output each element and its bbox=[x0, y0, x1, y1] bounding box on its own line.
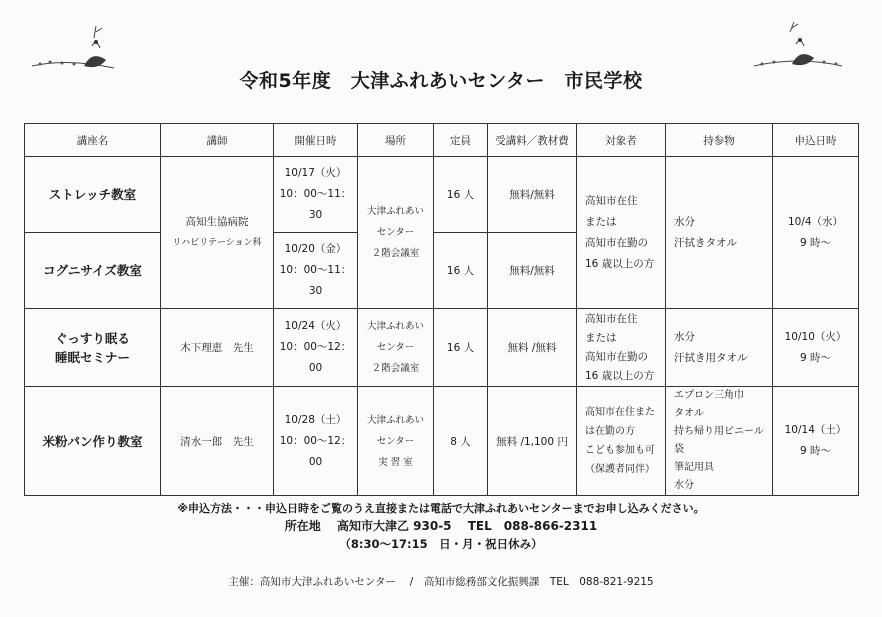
apply-cell: 10/4（水） 9 時～ bbox=[773, 157, 859, 309]
date-cell: 10/17（火） 10：00～11：30 bbox=[274, 157, 358, 233]
header-apply: 申込日時 bbox=[773, 124, 859, 157]
date-cell: 10/28（土） 10：00～12：00 bbox=[274, 387, 358, 496]
table-row bbox=[25, 309, 859, 387]
header-place: 場所 bbox=[358, 124, 434, 157]
capacity-cell: 8 人 bbox=[434, 387, 488, 496]
items-cell: 水分 汗拭きタオル bbox=[666, 157, 773, 309]
capacity-cell: 16 人 bbox=[434, 157, 488, 233]
course-name: ストレッチ教室 bbox=[25, 157, 161, 233]
header-items: 持参物 bbox=[666, 124, 773, 157]
hours-line: （8:30～17:15 日・月・祝日休み） bbox=[339, 537, 543, 551]
table-row bbox=[25, 387, 859, 496]
organizer-footer: 主催：高知市大津ふれあいセンター / 高知市総務部文化振興課 TEL 088-821-9215 bbox=[228, 576, 654, 588]
header-fee: 受講料／教材費 bbox=[488, 124, 577, 157]
place-cell: 大津ふれあい センター 実 習 室 bbox=[358, 387, 434, 496]
header-instructor: 講師 bbox=[161, 124, 274, 157]
address-line: 所在地 高知市大津乙 930-5 TEL 088-866-2311 bbox=[284, 519, 598, 533]
header-capacity: 定員 bbox=[434, 124, 488, 157]
header-date: 開催日時 bbox=[274, 124, 358, 157]
capacity-cell: 16 人 bbox=[434, 233, 488, 309]
course-name: コグニサイズ教室 bbox=[25, 233, 161, 309]
fee-cell: 無料 /無料 bbox=[488, 309, 577, 387]
page-title: 令和5年度 大津ふれあいセンター 市民学校 bbox=[239, 70, 643, 92]
instructor-cell: 清水一郎 先生 bbox=[161, 387, 274, 496]
table-header-row bbox=[25, 124, 859, 157]
target-cell: 高知市在住また は在勤の方 こども参加も可 （保護者同伴） bbox=[577, 387, 666, 496]
date-cell: 10/20（金） 10：00～11：30 bbox=[274, 233, 358, 309]
header-target: 対象者 bbox=[577, 124, 666, 157]
table-row bbox=[25, 157, 859, 233]
course-name: ぐっすり眠る 睡眠セミナー bbox=[25, 309, 161, 387]
place-cell: 大津ふれあい センター ２階会議室 bbox=[358, 309, 434, 387]
header-course: 講座名 bbox=[25, 124, 161, 157]
fee-cell: 無料/無料 bbox=[488, 157, 577, 233]
fee-cell: 無料 /1,100 円 bbox=[488, 387, 577, 496]
application-method: ※申込方法・・・申込日時をご覧のうえ直接または電話で大津ふれあいセンターまでお申し込みください。 bbox=[177, 502, 705, 515]
target-cell: 高知市在住 または 高知市在勤の 16 歳以上の方 bbox=[577, 309, 666, 387]
target-cell: 高知市在住 または 高知市在勤の 16 歳以上の方 bbox=[577, 157, 666, 309]
course-name: 米粉パン作り教室 bbox=[25, 387, 161, 496]
capacity-cell: 16 人 bbox=[434, 309, 488, 387]
date-cell: 10/24（火） 10：00～12：00 bbox=[274, 309, 358, 387]
apply-cell: 10/14（土） 9 時～ bbox=[773, 387, 859, 496]
items-cell: 水分 汗拭き用タオル bbox=[666, 309, 773, 387]
instructor-cell: 高知生協病院 リハビリテーション科 bbox=[161, 157, 274, 309]
place-cell: 大津ふれあい センター ２階会議室 bbox=[358, 157, 434, 309]
course-table bbox=[24, 123, 859, 496]
apply-cell: 10/10（火） 9 時～ bbox=[773, 309, 859, 387]
items-cell: エプロン三角巾 タオル 持ち帰り用ビニール袋 筆記用具 水分 bbox=[666, 387, 773, 496]
instructor-cell: 木下理恵 先生 bbox=[161, 309, 274, 387]
fee-cell: 無料/無料 bbox=[488, 233, 577, 309]
